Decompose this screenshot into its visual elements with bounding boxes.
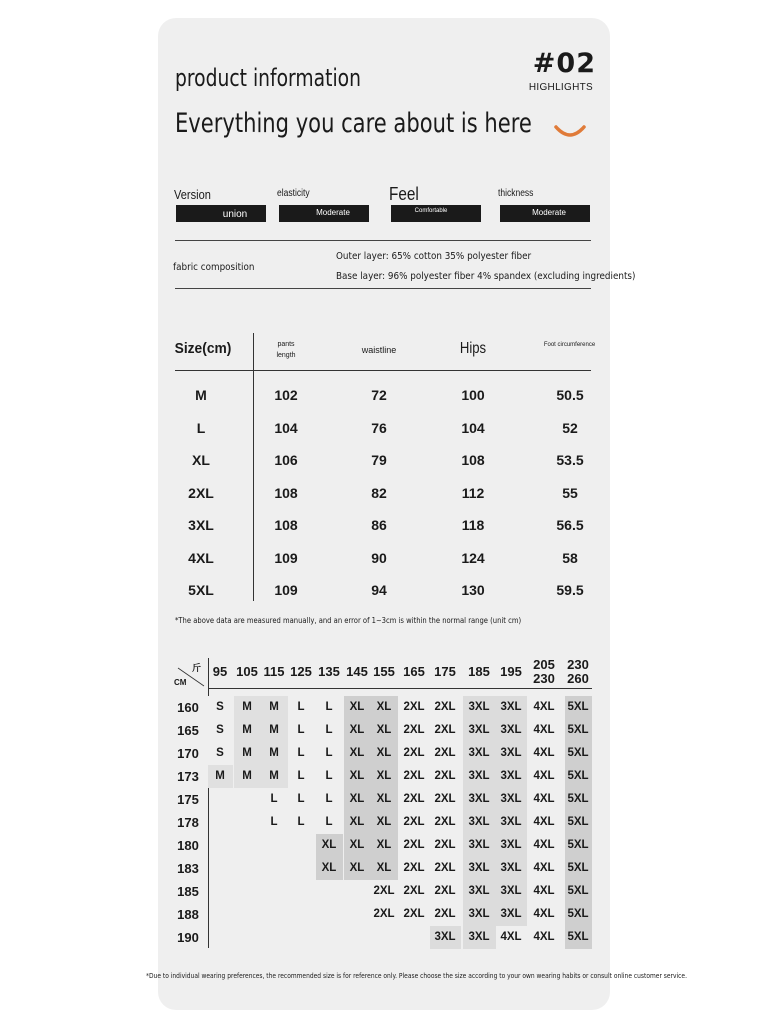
size-recommendation-cell: 4XL: [528, 926, 561, 949]
weight-header: 175: [434, 664, 456, 679]
size-recommendation-cell: 2XL: [399, 788, 430, 811]
height-label: 190: [177, 930, 199, 945]
attribute-elasticity: [277, 188, 369, 230]
size-value: 79: [371, 452, 387, 468]
size-recommendation-cell: 2XL: [430, 834, 461, 857]
size-recommendation-cell: M: [208, 765, 233, 788]
size-value: 104: [274, 419, 298, 436]
size-value: 56.5: [556, 517, 584, 533]
height-label: 170: [177, 746, 199, 761]
attribute-label: elasticity: [277, 188, 310, 199]
size-recommendation-cell: M: [234, 719, 261, 742]
size-recommendation-cell: XL: [316, 834, 343, 857]
size-recommendation-cell: M: [261, 719, 288, 742]
height-label: 175: [177, 792, 199, 807]
recommendation-footnote: *Due to individual wearing preferences, the recommended size is for reference only. Please choose the size according to your own wearing habits or consult online customer service.: [146, 972, 687, 980]
size-recommendation-cell: 2XL: [430, 788, 461, 811]
size-recommendation-cell: M: [234, 765, 261, 788]
size-recommendation-cell: 2XL: [430, 696, 461, 719]
weight-header: 165: [403, 664, 425, 679]
pants-length-header: pants length: [276, 341, 296, 359]
size-recommendation-cell: M: [261, 696, 288, 719]
size-recommendation-cell: 5XL: [565, 811, 592, 834]
page-title: product information: [175, 64, 361, 92]
size-label: M: [195, 387, 207, 403]
size-recommendation-cell: S: [208, 696, 233, 719]
fabric-outer: Outer layer: 65% cotton 35% polyester fiber: [336, 251, 532, 262]
size-recommendation-cell: 5XL: [565, 765, 592, 788]
size-recommendation-cell: 3XL: [463, 903, 496, 926]
size-recommendation-cell: L: [261, 788, 288, 811]
size-recommendation-cell: 2XL: [430, 765, 461, 788]
size-value: 109: [274, 549, 298, 566]
size-recommendation-cell: 2XL: [430, 719, 461, 742]
grid-corner-height: CM: [174, 678, 187, 687]
size-label: 5XL: [188, 582, 214, 598]
size-recommendation-cell: 3XL: [463, 926, 496, 949]
attribute-label: Feel: [389, 184, 419, 204]
size-recommendation-cell: XL: [344, 834, 371, 857]
size-recommendation-cell: XL: [371, 788, 398, 811]
size-value: 82: [371, 484, 387, 501]
size-recommendation-cell: L: [288, 788, 315, 811]
size-value: 76: [371, 419, 387, 436]
size-recommendation-cell: 4XL: [528, 857, 561, 880]
size-value: 86: [371, 517, 387, 533]
size-header: Size(cm): [174, 340, 232, 357]
size-recommendation-cell: 3XL: [496, 811, 527, 834]
height-label: 185: [177, 884, 199, 899]
size-recommendation-cell: 3XL: [496, 880, 527, 903]
size-recommendation-cell: L: [288, 696, 315, 719]
weight-header: 145: [346, 664, 368, 679]
size-recommendation-cell: 5XL: [565, 857, 592, 880]
weight-header: 125: [290, 664, 312, 679]
size-value: 55: [562, 484, 578, 501]
size-value: 109: [274, 582, 298, 598]
size-recommendation-cell: XL: [371, 742, 398, 765]
size-value: 112: [461, 484, 485, 501]
size-recommendation-cell: L: [288, 719, 315, 742]
size-value: 106: [274, 452, 298, 468]
size-value: 118: [461, 517, 485, 533]
attribute-thickness: [498, 188, 590, 230]
size-recommendation-cell: 2XL: [399, 765, 430, 788]
size-recommendation-cell: L: [288, 742, 315, 765]
size-recommendation-cell: XL: [344, 742, 371, 765]
section-label: HIGHLIGHTS: [528, 82, 593, 93]
size-recommendation-cell: 5XL: [565, 926, 592, 949]
height-label: 188: [177, 907, 199, 922]
size-label: L: [196, 419, 206, 436]
size-recommendation-cell: 4XL: [528, 765, 561, 788]
size-value: 108: [461, 452, 485, 468]
fabric-base: Base layer: 96% polyester fiber 4% spandex (excluding ingredients): [336, 271, 636, 282]
size-recommendation-cell: L: [316, 696, 343, 719]
size-recommendation-cell: L: [316, 811, 343, 834]
size-recommendation-cell: 4XL: [528, 719, 561, 742]
size-recommendation-cell: 5XL: [565, 719, 592, 742]
size-value: 102: [274, 387, 298, 403]
size-recommendation-cell: 4XL: [528, 903, 561, 926]
size-value: 108: [274, 517, 298, 533]
size-recommendation-cell: 3XL: [496, 834, 527, 857]
size-recommendation-cell: XL: [371, 857, 398, 880]
size-recommendation-cell: 3XL: [496, 765, 527, 788]
size-recommendation-cell: M: [261, 765, 288, 788]
size-value: 100: [461, 387, 485, 403]
fabric-label: fabric composition: [173, 262, 255, 273]
weight-header: 115: [263, 664, 285, 679]
size-recommendation-cell: 3XL: [463, 880, 496, 903]
size-value: 53.5: [556, 452, 584, 468]
size-recommendation-cell: M: [261, 742, 288, 765]
weight-header: 95: [212, 664, 228, 679]
size-label: 3XL: [188, 517, 214, 533]
size-recommendation-cell: 2XL: [399, 719, 430, 742]
attribute-value: Comfortable: [414, 208, 448, 214]
size-recommendation-cell: M: [234, 742, 261, 765]
size-recommendation-cell: 2XL: [430, 903, 461, 926]
weight-header: 105: [236, 664, 258, 679]
smile-icon: [553, 123, 587, 143]
size-recommendation-cell: L: [288, 765, 315, 788]
weight-header: 205 230: [533, 657, 555, 686]
size-recommendation-cell: 3XL: [430, 926, 461, 949]
size-recommendation-cell: 4XL: [496, 926, 527, 949]
height-label: 160: [177, 700, 199, 715]
size-recommendation-cell: XL: [371, 765, 398, 788]
size-value: 124: [461, 549, 485, 566]
size-recommendation-cell: 3XL: [463, 742, 496, 765]
size-value: 104: [461, 419, 485, 436]
size-recommendation-cell: 2XL: [430, 742, 461, 765]
size-recommendation-cell: 2XL: [399, 811, 430, 834]
size-value: 52: [562, 419, 578, 436]
size-recommendation-cell: 3XL: [496, 719, 527, 742]
attribute-value: Moderate: [316, 208, 350, 217]
size-recommendation-cell: M: [234, 696, 261, 719]
size-label: 2XL: [188, 484, 214, 501]
size-recommendation-cell: 3XL: [463, 811, 496, 834]
size-recommendation-cell: 3XL: [463, 696, 496, 719]
size-recommendation-cell: L: [316, 788, 343, 811]
size-recommendation-cell: 2XL: [430, 880, 461, 903]
height-label: 178: [177, 815, 199, 830]
size-value: 130: [461, 582, 485, 598]
size-recommendation-cell: 3XL: [463, 719, 496, 742]
size-value: 72: [371, 387, 387, 403]
size-recommendation-cell: XL: [344, 857, 371, 880]
product-info-card: [146, 18, 687, 1010]
size-recommendation-cell: 3XL: [463, 765, 496, 788]
size-recommendation-cell: 4XL: [528, 880, 561, 903]
divider: [175, 288, 591, 289]
size-value: 50.5: [556, 387, 584, 403]
size-recommendation-cell: XL: [371, 696, 398, 719]
size-recommendation-cell: 3XL: [463, 834, 496, 857]
size-recommendation-cell: 3XL: [496, 696, 527, 719]
height-label: 173: [177, 769, 199, 784]
size-recommendation-cell: 2XL: [371, 880, 398, 903]
size-recommendation-cell: 3XL: [496, 788, 527, 811]
size-recommendation-cell: XL: [344, 811, 371, 834]
size-recommendation-cell: S: [208, 742, 233, 765]
size-recommendation-cell: 4XL: [528, 788, 561, 811]
size-recommendation-cell: XL: [344, 788, 371, 811]
size-recommendation-cell: XL: [344, 765, 371, 788]
table-header-rule: [175, 370, 591, 371]
page-subtitle: Everything you care about is here: [175, 108, 532, 139]
size-value: 94: [371, 582, 387, 598]
size-recommendation-cell: 2XL: [430, 857, 461, 880]
size-recommendation-cell: S: [208, 719, 233, 742]
attribute-value: Moderate: [532, 208, 566, 217]
size-recommendation-cell: L: [316, 742, 343, 765]
size-recommendation-cell: XL: [371, 834, 398, 857]
size-recommendation-cell: L: [316, 765, 343, 788]
size-recommendation-cell: 2XL: [399, 696, 430, 719]
waistline-header: waistline: [361, 345, 397, 355]
attribute-value: union: [222, 209, 248, 220]
height-label: 180: [177, 838, 199, 853]
size-recommendation-cell: L: [261, 811, 288, 834]
size-recommendation-cell: 2XL: [430, 811, 461, 834]
size-recommendation-cell: 4XL: [528, 811, 561, 834]
size-label: 4XL: [188, 549, 214, 566]
size-value: 90: [371, 549, 387, 566]
size-recommendation-cell: 3XL: [463, 857, 496, 880]
grid-header-rule: [208, 688, 592, 689]
size-recommendation-cell: XL: [371, 719, 398, 742]
size-recommendation-cell: 3XL: [496, 857, 527, 880]
attribute-feel: [389, 184, 481, 230]
divider: [175, 240, 591, 241]
size-recommendation-cell: 3XL: [496, 742, 527, 765]
grid-corner-weight: 斤: [192, 663, 202, 673]
size-recommendation-cell: 2XL: [399, 834, 430, 857]
section-number: #02: [532, 48, 596, 79]
size-recommendation-cell: XL: [371, 811, 398, 834]
foot-circumference-header: Foot circumference: [543, 342, 596, 348]
size-recommendation-cell: 4XL: [528, 696, 561, 719]
size-recommendation-cell: L: [316, 719, 343, 742]
size-value: 58: [562, 549, 578, 566]
weight-header: 135: [318, 664, 340, 679]
weight-header: 195: [500, 664, 522, 679]
size-recommendation-cell: 5XL: [565, 696, 592, 719]
height-label: 165: [177, 723, 199, 738]
measurement-note: *The above data are measured manually, and an error of 1~3cm is within the normal range (unit cm): [175, 616, 522, 625]
attribute-version: [174, 188, 266, 230]
height-label: 183: [177, 861, 199, 876]
size-recommendation-cell: XL: [316, 857, 343, 880]
size-recommendation-cell: XL: [344, 719, 371, 742]
size-recommendation-cell: 2XL: [399, 857, 430, 880]
weight-header: 155: [373, 664, 395, 679]
size-recommendation-cell: 2XL: [399, 903, 430, 926]
size-recommendation-cell: 4XL: [528, 742, 561, 765]
size-label: XL: [192, 452, 210, 468]
size-recommendation-cell: 5XL: [565, 834, 592, 857]
size-recommendation-cell: 5XL: [565, 880, 592, 903]
size-recommendation-cell: 2XL: [399, 880, 430, 903]
size-recommendation-cell: 3XL: [496, 903, 527, 926]
size-recommendation-cell: 2XL: [371, 903, 398, 926]
size-recommendation-cell: 5XL: [565, 788, 592, 811]
weight-header: 230 260: [567, 657, 589, 686]
size-recommendation-cell: L: [288, 811, 315, 834]
attribute-label: Version: [174, 187, 211, 202]
size-recommendation-cell: 5XL: [565, 903, 592, 926]
size-value: 108: [274, 484, 298, 501]
size-recommendation-cell: XL: [344, 696, 371, 719]
size-value: 59.5: [556, 582, 584, 598]
size-recommendation-cell: 3XL: [463, 788, 496, 811]
weight-header: 185: [468, 664, 490, 679]
attribute-label: thickness: [498, 188, 534, 199]
hips-header: Hips: [459, 340, 487, 357]
size-recommendation-cell: 4XL: [528, 834, 561, 857]
size-recommendation-cell: 5XL: [565, 742, 592, 765]
size-recommendation-cell: 2XL: [399, 742, 430, 765]
